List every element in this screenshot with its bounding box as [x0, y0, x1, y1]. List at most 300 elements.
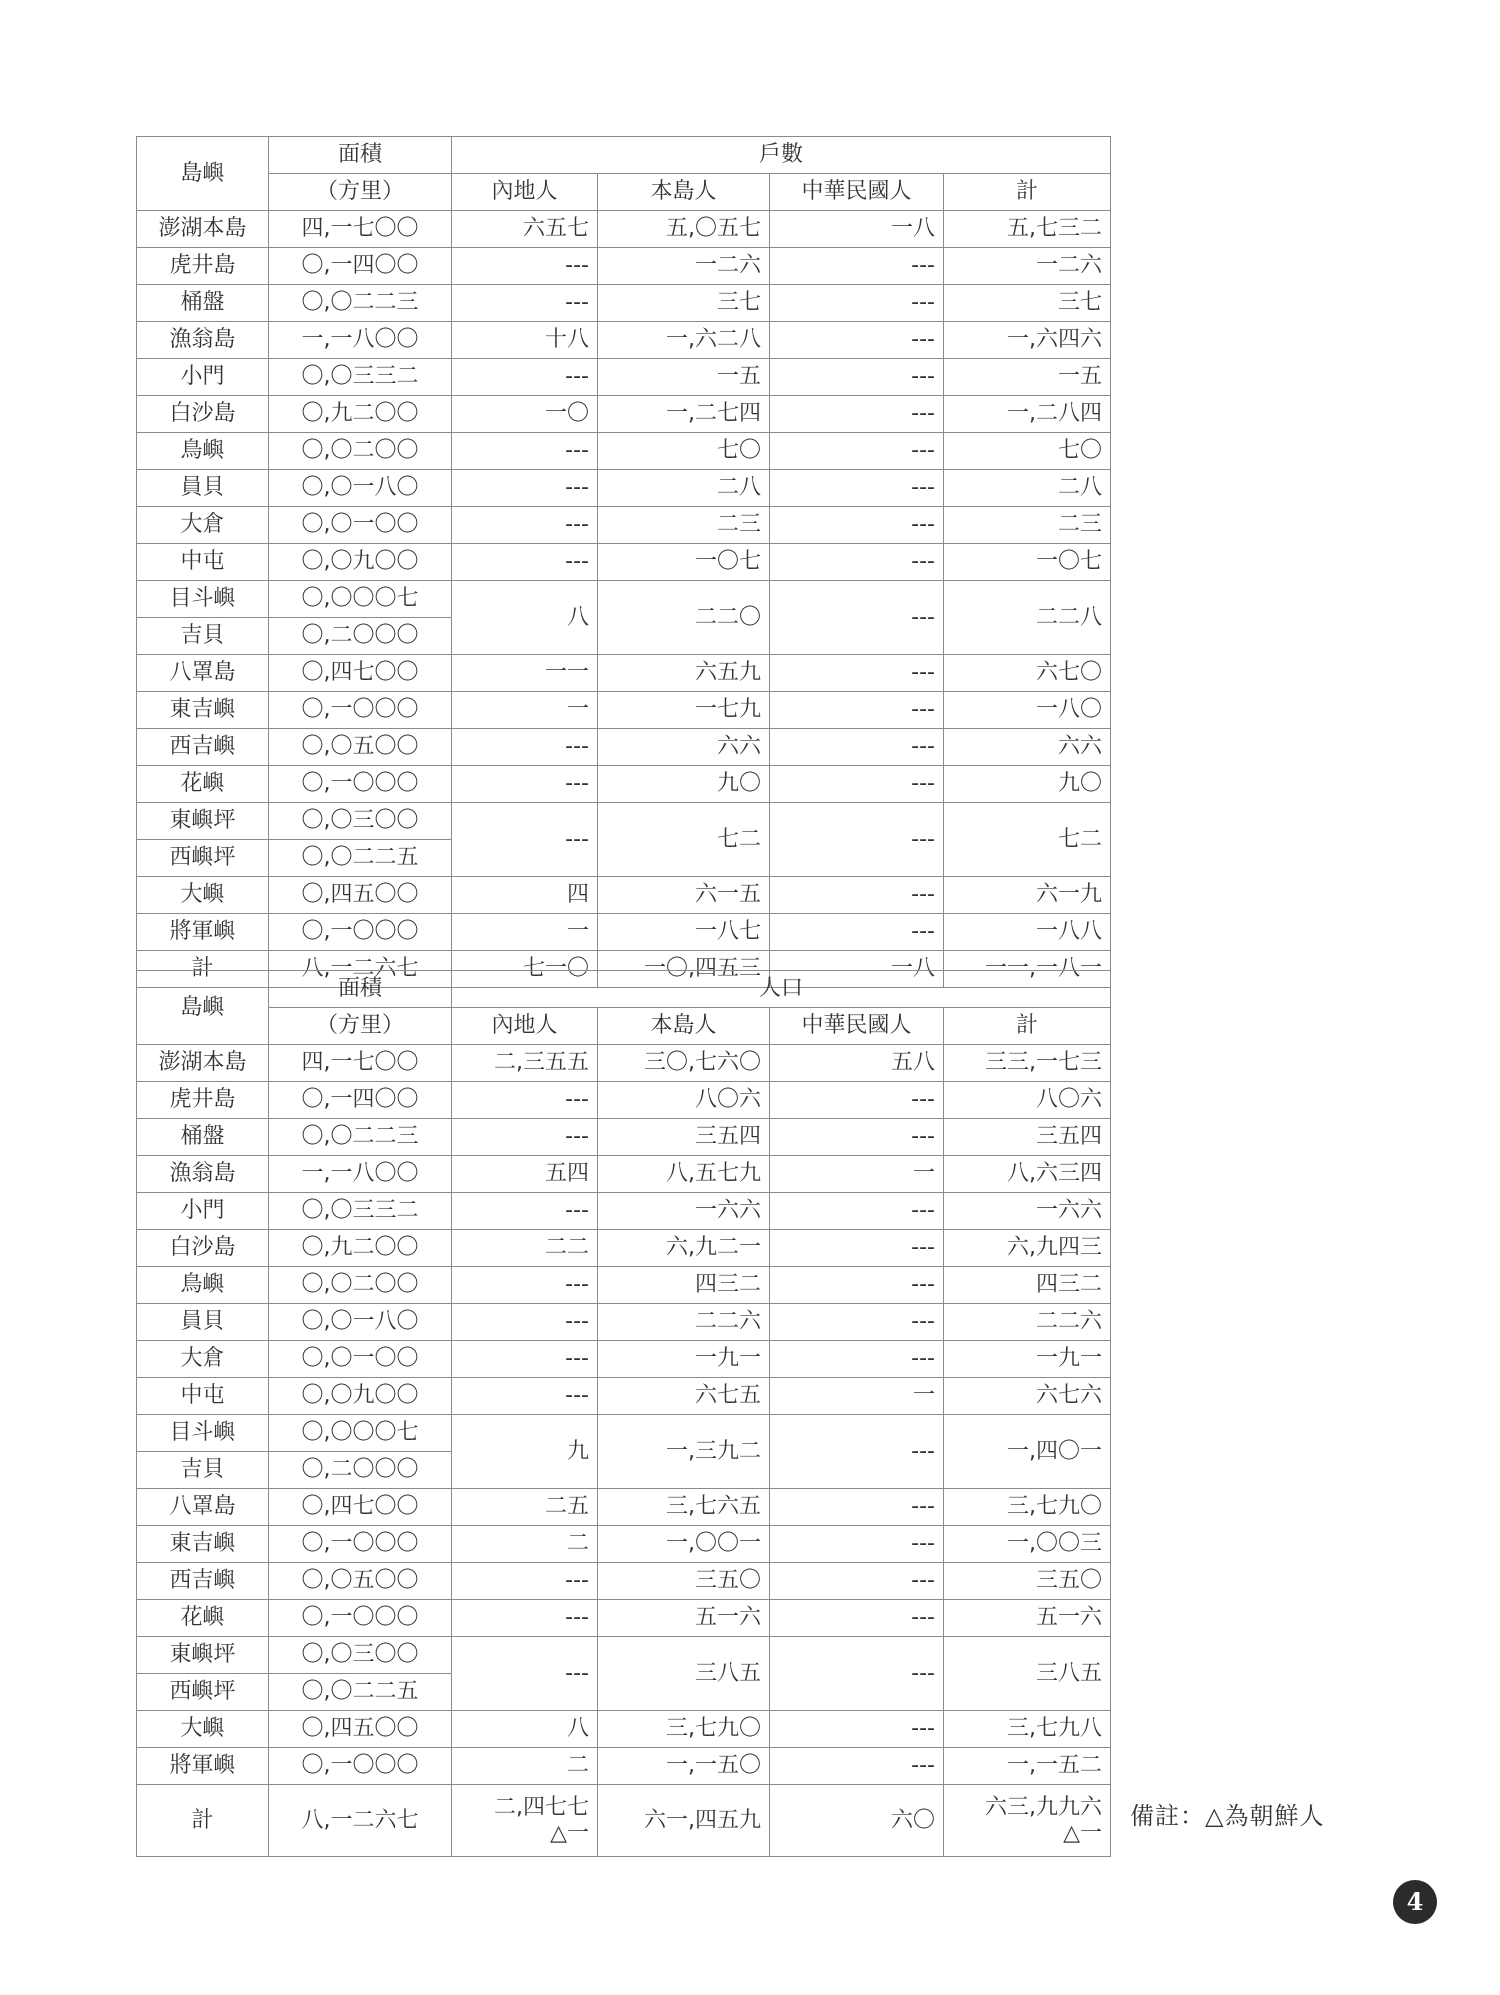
total-value: 八,六三四: [944, 1156, 1111, 1193]
total-value: 一,二八四: [944, 396, 1111, 433]
table-row: [137, 1489, 1111, 1526]
china-value: ---: [770, 1119, 944, 1156]
hontou-value: 三七: [598, 285, 770, 322]
area-value: 〇,〇三三二: [269, 359, 452, 396]
table-row: [137, 803, 1111, 840]
hontou-value: 六五九: [598, 655, 770, 692]
hontou-value: 六七五: [598, 1378, 770, 1415]
naichi-value: 八: [452, 581, 598, 655]
area-value: 〇,一四〇〇: [269, 248, 452, 285]
area-value: 〇,〇五〇〇: [269, 729, 452, 766]
hontou-value: 七〇: [598, 433, 770, 470]
naichi-value: [452, 1785, 598, 1857]
korean-note-value: △一: [550, 1820, 589, 1846]
page-number: 4: [1393, 1880, 1437, 1924]
naichi-value: 四: [452, 877, 598, 914]
table-row: [137, 581, 1111, 618]
area-value: 〇,〇二〇〇: [269, 1267, 452, 1304]
table-row: [137, 655, 1111, 692]
area-value: 八,一二六七: [269, 1785, 452, 1857]
area-value: 〇,〇五〇〇: [269, 1563, 452, 1600]
hontou-value: 八〇六: [598, 1082, 770, 1119]
area-unit-header: （方里）: [269, 1008, 452, 1045]
china-value: ---: [770, 1637, 944, 1711]
table-row: [137, 1415, 1111, 1452]
naichi-value: ---: [452, 803, 598, 877]
table-row: [137, 729, 1111, 766]
island-name: 將軍嶼: [137, 914, 269, 951]
china-value: ---: [770, 581, 944, 655]
population-table: [136, 970, 1111, 1857]
naichi-value: ---: [452, 359, 598, 396]
china-value: ---: [770, 1230, 944, 1267]
table-row: [137, 1600, 1111, 1637]
island-header: 島嶼: [137, 971, 269, 1045]
naichi-value: ---: [452, 766, 598, 803]
island-name: 大嶼: [137, 877, 269, 914]
area-value: 〇,〇三〇〇: [269, 803, 452, 840]
area-header: 面積: [269, 137, 452, 174]
area-value: 〇,二〇〇〇: [269, 1452, 452, 1489]
china-value: 一: [770, 1156, 944, 1193]
households-group-header: 戶數: [452, 137, 1111, 174]
table-row: [137, 1526, 1111, 1563]
naichi-value: ---: [452, 544, 598, 581]
column-header-hontou: 本島人: [598, 1008, 770, 1045]
island-name: 虎井島: [137, 248, 269, 285]
island-name: 鳥嶼: [137, 433, 269, 470]
area-unit-header: （方里）: [269, 174, 452, 211]
area-header: 面積: [269, 971, 452, 1008]
naichi-value: 二,三五五: [452, 1045, 598, 1082]
table-row: [137, 1637, 1111, 1674]
china-value: 六〇: [770, 1785, 944, 1857]
china-value: ---: [770, 766, 944, 803]
total-value: 七〇: [944, 433, 1111, 470]
table-row: [137, 211, 1111, 248]
hontou-value: 六,九二一: [598, 1230, 770, 1267]
hontou-value: 一,二七四: [598, 396, 770, 433]
area-value: 〇,〇〇〇七: [269, 581, 452, 618]
island-name: 花嶼: [137, 1600, 269, 1637]
island-name: 大倉: [137, 507, 269, 544]
hontou-value: 一,三九二: [598, 1415, 770, 1489]
hontou-value: 三,七九〇: [598, 1711, 770, 1748]
total-value: 一,〇〇三: [944, 1526, 1111, 1563]
hontou-value: 二二〇: [598, 581, 770, 655]
total-value: 九〇: [944, 766, 1111, 803]
china-value: ---: [770, 1600, 944, 1637]
china-value: ---: [770, 914, 944, 951]
column-header-total: 計: [944, 174, 1111, 211]
area-value: 〇,〇九〇〇: [269, 1378, 452, 1415]
area-value: 〇,〇一〇〇: [269, 1341, 452, 1378]
island-header: 島嶼: [137, 137, 269, 211]
naichi-value: ---: [452, 1378, 598, 1415]
china-value: ---: [770, 692, 944, 729]
table-row: [137, 1267, 1111, 1304]
total-value: 三五〇: [944, 1563, 1111, 1600]
table-row: [137, 1156, 1111, 1193]
island-name: 澎湖本島: [137, 1045, 269, 1082]
table-row: [137, 914, 1111, 951]
china-value: ---: [770, 1193, 944, 1230]
naichi-value: ---: [452, 285, 598, 322]
hontou-value: 一七九: [598, 692, 770, 729]
area-value: 〇,四七〇〇: [269, 655, 452, 692]
area-value: 〇,一〇〇〇: [269, 914, 452, 951]
hontou-value: 六六: [598, 729, 770, 766]
area-value: 〇,〇三三二: [269, 1193, 452, 1230]
table-row: [137, 692, 1111, 729]
total-value: 二二六: [944, 1304, 1111, 1341]
total-value: 一一,一八一: [944, 951, 1111, 988]
table-row: [137, 248, 1111, 285]
area-value: 〇,一〇〇〇: [269, 1748, 452, 1785]
island-name: 大倉: [137, 1341, 269, 1378]
hontou-value: 一,六二八: [598, 322, 770, 359]
total-value: 四三二: [944, 1267, 1111, 1304]
china-value: ---: [770, 877, 944, 914]
column-header-china: 中華民國人: [770, 174, 944, 211]
china-value: ---: [770, 396, 944, 433]
area-value: 〇,四五〇〇: [269, 877, 452, 914]
island-name: 計: [137, 951, 269, 988]
table-row: [137, 470, 1111, 507]
china-value: ---: [770, 322, 944, 359]
total-value: 三七: [944, 285, 1111, 322]
area-value: 〇,一〇〇〇: [269, 692, 452, 729]
naichi-value: ---: [452, 1341, 598, 1378]
naichi-value: 一: [452, 692, 598, 729]
china-value: ---: [770, 248, 944, 285]
naichi-value: 一: [452, 914, 598, 951]
naichi-value: 十八: [452, 322, 598, 359]
total-value: 一五: [944, 359, 1111, 396]
table-row: [137, 1785, 1111, 1857]
china-value: ---: [770, 470, 944, 507]
area-value: 〇,〇〇〇七: [269, 1415, 452, 1452]
hontou-value: 一五: [598, 359, 770, 396]
island-name: 小門: [137, 1193, 269, 1230]
island-name: 白沙島: [137, 1230, 269, 1267]
total-value: 二二八: [944, 581, 1111, 655]
hontou-value: 一,一五〇: [598, 1748, 770, 1785]
naichi-value: ---: [452, 1637, 598, 1711]
hontou-value: 一〇七: [598, 544, 770, 581]
naichi-value: ---: [452, 1119, 598, 1156]
naichi-value: ---: [452, 470, 598, 507]
island-name: 員貝: [137, 470, 269, 507]
total-value: 一九一: [944, 1341, 1111, 1378]
island-name: 桶盤: [137, 1119, 269, 1156]
total-value: 三,七九〇: [944, 1489, 1111, 1526]
area-value: 〇,九二〇〇: [269, 1230, 452, 1267]
column-header-total: 計: [944, 1008, 1111, 1045]
table-row: [137, 1230, 1111, 1267]
china-value: ---: [770, 729, 944, 766]
total-value: 三三,一七三: [944, 1045, 1111, 1082]
china-value: 五八: [770, 1045, 944, 1082]
area-value: 四,一七〇〇: [269, 1045, 452, 1082]
island-name: 東吉嶼: [137, 692, 269, 729]
total-value: 二三: [944, 507, 1111, 544]
area-value: 〇,二〇〇〇: [269, 618, 452, 655]
total-value: 六七〇: [944, 655, 1111, 692]
area-value: 四,一七〇〇: [269, 211, 452, 248]
naichi-value: ---: [452, 1267, 598, 1304]
china-value: ---: [770, 655, 944, 692]
hontou-value: 三五四: [598, 1119, 770, 1156]
china-value: ---: [770, 507, 944, 544]
total-value: 一,六四六: [944, 322, 1111, 359]
hontou-value: 一〇,四五三: [598, 951, 770, 988]
area-value: 〇,〇一八〇: [269, 1304, 452, 1341]
total-value: 六七六: [944, 1378, 1111, 1415]
hontou-value: 六一,四五九: [598, 1785, 770, 1857]
island-name: 八罩島: [137, 655, 269, 692]
naichi-value-line: 二,四七七: [494, 1795, 589, 1821]
china-value: ---: [770, 1526, 944, 1563]
total-value-line: 六三,九九六: [985, 1795, 1103, 1821]
hontou-value: 二三: [598, 507, 770, 544]
china-value: ---: [770, 1415, 944, 1489]
table-row: [137, 1711, 1111, 1748]
naichi-value: 二二: [452, 1230, 598, 1267]
naichi-value: ---: [452, 1193, 598, 1230]
table-row: [137, 877, 1111, 914]
column-header-naichi: 內地人: [452, 174, 598, 211]
hontou-value: 一六六: [598, 1193, 770, 1230]
total-value: 七二: [944, 803, 1111, 877]
total-value: 一,一五二: [944, 1748, 1111, 1785]
naichi-value: 一一: [452, 655, 598, 692]
area-value: 〇,四五〇〇: [269, 1711, 452, 1748]
china-value: ---: [770, 1341, 944, 1378]
china-value: ---: [770, 1748, 944, 1785]
area-value: 〇,〇二二三: [269, 1119, 452, 1156]
hontou-value: 二二六: [598, 1304, 770, 1341]
total-value: 一六六: [944, 1193, 1111, 1230]
area-value: 〇,〇二〇〇: [269, 433, 452, 470]
naichi-value: 八: [452, 1711, 598, 1748]
table-row: [137, 1119, 1111, 1156]
table-row: [137, 1304, 1111, 1341]
table-row: [137, 359, 1111, 396]
total-value: 一八〇: [944, 692, 1111, 729]
island-name: 澎湖本島: [137, 211, 269, 248]
area-value: 〇,一〇〇〇: [269, 1600, 452, 1637]
hontou-value: 一八七: [598, 914, 770, 951]
table-row: [137, 1341, 1111, 1378]
total-value: 一〇七: [944, 544, 1111, 581]
table-row: [137, 1193, 1111, 1230]
hontou-value: 六一五: [598, 877, 770, 914]
island-name: 西嶼坪: [137, 840, 269, 877]
island-name: 員貝: [137, 1304, 269, 1341]
area-value: 〇,〇一八〇: [269, 470, 452, 507]
island-name: 鳥嶼: [137, 1267, 269, 1304]
island-name: 吉貝: [137, 1452, 269, 1489]
column-header-hontou: 本島人: [598, 174, 770, 211]
hontou-value: 五,〇五七: [598, 211, 770, 248]
area-value: 〇,一〇〇〇: [269, 1526, 452, 1563]
area-value: 〇,〇三〇〇: [269, 1637, 452, 1674]
footnote: 備註：△為朝鮮人: [1130, 1802, 1325, 1830]
area-value: 〇,〇二二五: [269, 1674, 452, 1711]
table-row: [137, 1748, 1111, 1785]
island-name: 東吉嶼: [137, 1526, 269, 1563]
total-value: 三,七九八: [944, 1711, 1111, 1748]
island-name: 西嶼坪: [137, 1674, 269, 1711]
column-header-china: 中華民國人: [770, 1008, 944, 1045]
area-value: 八,一二六七: [269, 951, 452, 988]
total-value: 一八八: [944, 914, 1111, 951]
island-name: 中屯: [137, 1378, 269, 1415]
total-value: 五,七三二: [944, 211, 1111, 248]
china-value: ---: [770, 1711, 944, 1748]
area-value: 〇,一〇〇〇: [269, 766, 452, 803]
table-row: [137, 766, 1111, 803]
china-value: ---: [770, 359, 944, 396]
total-value: 六,九四三: [944, 1230, 1111, 1267]
hontou-value: 七二: [598, 803, 770, 877]
table-row: [137, 1082, 1111, 1119]
area-value: 〇,〇九〇〇: [269, 544, 452, 581]
naichi-value: ---: [452, 1082, 598, 1119]
naichi-value: 一〇: [452, 396, 598, 433]
total-value: 八〇六: [944, 1082, 1111, 1119]
header-row: [137, 1008, 1111, 1045]
total-value: 二八: [944, 470, 1111, 507]
island-name: 計: [137, 1785, 269, 1857]
area-value: 〇,一四〇〇: [269, 1082, 452, 1119]
island-name: 東嶼坪: [137, 1637, 269, 1674]
island-name: 大嶼: [137, 1711, 269, 1748]
total-value: 三五四: [944, 1119, 1111, 1156]
table-row: [137, 1563, 1111, 1600]
table-row: [137, 396, 1111, 433]
area-value: 〇,〇一〇〇: [269, 507, 452, 544]
island-name: 東嶼坪: [137, 803, 269, 840]
naichi-value: ---: [452, 248, 598, 285]
table-row: [137, 507, 1111, 544]
population-group-header: 人口: [452, 971, 1111, 1008]
header-row: [137, 174, 1111, 211]
island-name: 小門: [137, 359, 269, 396]
total-value: 一,四〇一: [944, 1415, 1111, 1489]
china-value: 一八: [770, 211, 944, 248]
island-name: 西吉嶼: [137, 1563, 269, 1600]
table-row: [137, 322, 1111, 359]
total-value: 三八五: [944, 1637, 1111, 1711]
china-value: ---: [770, 1267, 944, 1304]
area-value: 〇,四七〇〇: [269, 1489, 452, 1526]
hontou-value: 一二六: [598, 248, 770, 285]
naichi-value: ---: [452, 433, 598, 470]
table-row: [137, 544, 1111, 581]
island-name: 虎井島: [137, 1082, 269, 1119]
island-name: 吉貝: [137, 618, 269, 655]
naichi-value: 七一〇: [452, 951, 598, 988]
table-row: [137, 1045, 1111, 1082]
total-value: [944, 1785, 1111, 1857]
hontou-value: 八,五七九: [598, 1156, 770, 1193]
china-value: ---: [770, 1082, 944, 1119]
hontou-value: 九〇: [598, 766, 770, 803]
hontou-value: 三八五: [598, 1637, 770, 1711]
naichi-value: 六五七: [452, 211, 598, 248]
china-value: ---: [770, 285, 944, 322]
island-name: 目斗嶼: [137, 581, 269, 618]
island-name: 漁翁島: [137, 1156, 269, 1193]
hontou-value: 一,〇〇一: [598, 1526, 770, 1563]
area-value: 一,一八〇〇: [269, 322, 452, 359]
total-value: 六一九: [944, 877, 1111, 914]
china-value: ---: [770, 1489, 944, 1526]
hontou-value: 三,七六五: [598, 1489, 770, 1526]
korean-note-value: △一: [1063, 1820, 1103, 1846]
china-value: ---: [770, 1563, 944, 1600]
island-name: 西吉嶼: [137, 729, 269, 766]
total-value: 一二六: [944, 248, 1111, 285]
naichi-value: 二五: [452, 1489, 598, 1526]
china-value: ---: [770, 544, 944, 581]
china-value: ---: [770, 803, 944, 877]
island-name: 目斗嶼: [137, 1415, 269, 1452]
hontou-value: 三〇,七六〇: [598, 1045, 770, 1082]
table-row: [137, 433, 1111, 470]
hontou-value: 二八: [598, 470, 770, 507]
total-value: 六六: [944, 729, 1111, 766]
area-value: 一,一八〇〇: [269, 1156, 452, 1193]
naichi-value: ---: [452, 507, 598, 544]
naichi-value: 二: [452, 1748, 598, 1785]
header-row: [137, 971, 1111, 1008]
header-row: [137, 137, 1111, 174]
area-value: 〇,〇二二五: [269, 840, 452, 877]
hontou-value: 五一六: [598, 1600, 770, 1637]
china-value: 一八: [770, 951, 944, 988]
column-header-naichi: 內地人: [452, 1008, 598, 1045]
area-value: 〇,〇二二三: [269, 285, 452, 322]
island-name: 花嶼: [137, 766, 269, 803]
island-name: 桶盤: [137, 285, 269, 322]
island-name: 中屯: [137, 544, 269, 581]
naichi-value: ---: [452, 1304, 598, 1341]
naichi-value: ---: [452, 1600, 598, 1637]
island-name: 白沙島: [137, 396, 269, 433]
china-value: ---: [770, 1304, 944, 1341]
total-value: 五一六: [944, 1600, 1111, 1637]
hontou-value: 三五〇: [598, 1563, 770, 1600]
island-name: 將軍嶼: [137, 1748, 269, 1785]
naichi-value: ---: [452, 729, 598, 766]
island-name: 八罩島: [137, 1489, 269, 1526]
hontou-value: 一九一: [598, 1341, 770, 1378]
naichi-value: 五四: [452, 1156, 598, 1193]
area-value: 〇,九二〇〇: [269, 396, 452, 433]
china-value: ---: [770, 433, 944, 470]
hontou-value: 四三二: [598, 1267, 770, 1304]
naichi-value: 九: [452, 1415, 598, 1489]
table-row: [137, 1378, 1111, 1415]
households-table: [136, 136, 1111, 988]
table-row: [137, 285, 1111, 322]
naichi-value: 二: [452, 1526, 598, 1563]
naichi-value: ---: [452, 1563, 598, 1600]
island-name: 漁翁島: [137, 322, 269, 359]
